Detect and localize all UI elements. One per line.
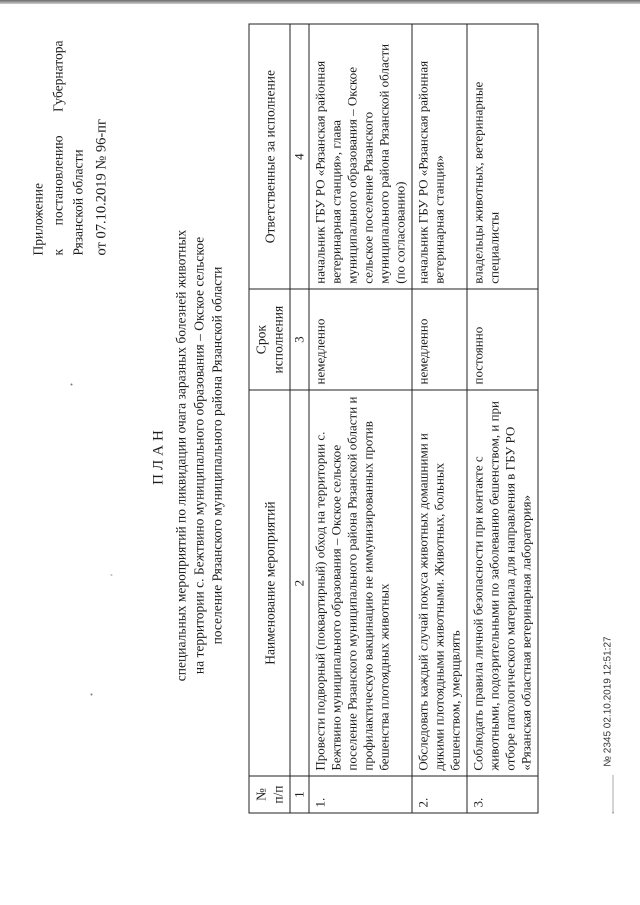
appendix-word-k: к (50, 248, 65, 255)
scan-speck (90, 693, 92, 695)
col-number: 2 (290, 390, 309, 776)
header-resp: Ответственные за исполнение (249, 24, 290, 289)
table-header-row (249, 24, 290, 813)
subtitle-line-1: специальных мероприятий по ликвидации очага заразных болезней животных (173, 229, 188, 681)
scan-speck (70, 383, 72, 385)
row-term: постоянно (467, 289, 538, 390)
header-no: № п/п (249, 776, 290, 813)
stamp-seal-icon (602, 775, 613, 813)
stamp-text: № 2345 02.10.2019 12:51:27 (602, 635, 614, 767)
plan-subtitle (172, 155, 226, 755)
appendix-decree-line (48, 40, 68, 255)
appendix-label: Приложение (30, 182, 45, 255)
header-name: Наименование мероприятий (249, 390, 290, 776)
header-term: Срок исполнения (249, 289, 290, 390)
row-no: 1. (309, 776, 412, 813)
appendix-word-governor: Губернатора (50, 40, 65, 112)
scan-speck (110, 574, 112, 575)
row-measure: Обследовать каждый случай покуса животных домашними и дикими плотоядными животными. Животных, больных бешенством, умерщвлять (412, 390, 467, 776)
subtitle-line-3: поселение Рязанского муниципального района Рязанской области (209, 266, 224, 644)
measures-table (248, 23, 538, 813)
appendix-word-decree: постановлению (50, 135, 65, 225)
col-number: 4 (290, 24, 309, 289)
row-responsible: начальник ГБУ РО «Рязанская районная ветеринарная станция» (412, 24, 467, 289)
table-row (412, 24, 467, 813)
subtitle-line-2: на территории с. Бежтвино муниципального образования – Окское сельское (191, 236, 206, 674)
row-responsible: начальник ГБУ РО «Рязанская районная ветеринарная станция», глава муниципального образования – Окское сельское поселение Рязанского муниципального района Рязанской области (по согласованию) (309, 24, 412, 289)
col-number: 1 (290, 776, 309, 813)
row-term: немедленно (309, 289, 412, 390)
table-row (467, 24, 538, 813)
appendix-block (28, 25, 111, 255)
row-measure: Соблюдать правила личной безопасности при контакте с животными, подозрительными по заболеванию бешенством, и при отборе патологического материала для направления в ГБУ РО «Рязанская областная ветеринарная лаборатория» (467, 390, 538, 776)
row-term: немедленно (412, 289, 467, 390)
row-no: 2. (412, 776, 467, 813)
row-no: 3. (467, 776, 538, 813)
row-responsible: владельцы животных, ветеринарные специалисты (467, 24, 538, 289)
table-row (309, 24, 412, 813)
appendix-date: от 07.10.2019 № 96-пг (93, 118, 109, 255)
appendix-region: Рязанской области (70, 148, 85, 255)
column-number-row (290, 24, 309, 813)
col-number: 3 (290, 289, 309, 390)
plan-title: ПЛАН (150, 425, 166, 485)
registration-stamp (602, 513, 613, 813)
row-measure: Провести подворный (поквартирный) обход на территории с. Бежтвино муниципального образования – Окское сельское поселение Рязанского муниципального района Рязанской области и профилактическую вакцинацию не иммунизированных против бешенства плотоядных животных (309, 390, 412, 776)
